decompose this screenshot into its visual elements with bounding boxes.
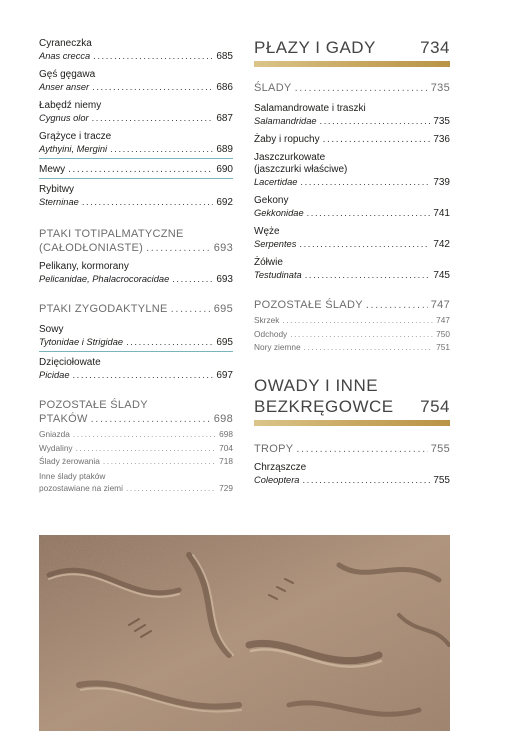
entry-title: Sowy (39, 324, 64, 335)
toc-entry-gekony[interactable] (254, 195, 450, 220)
minor-item-skrzek[interactable] (254, 314, 450, 328)
entry-latin: Testudinata (254, 270, 302, 280)
leader-dots (76, 442, 217, 456)
entry-title: Łabędź niemy (39, 100, 102, 111)
leader-dots (73, 369, 214, 381)
chapter-page: 754 (420, 396, 450, 416)
leader-dots (290, 328, 433, 342)
toc-entry-weze[interactable] (254, 226, 450, 251)
section-title-cont: PTAKÓW (39, 413, 88, 425)
entry-latin: Gekkonidae (254, 208, 304, 218)
entry-title: Jaszczurkowate (254, 152, 326, 163)
leader-dots (91, 412, 211, 426)
entry-page: 741 (433, 208, 450, 219)
section-title-cont: (CAŁODŁONIASTE) (39, 242, 144, 254)
entry-title: Pelikany, kormorany (39, 261, 129, 272)
entry-latin: Pelicanidae, Phalacrocoracidae (39, 274, 170, 284)
leader-dots (300, 176, 430, 188)
minor-item-gniazda[interactable] (39, 428, 233, 442)
entry-title: Żółwie (254, 257, 283, 268)
entry-page: 745 (433, 270, 450, 281)
section-slady[interactable] (254, 81, 450, 95)
chapter-title: OWADY I INNE (254, 375, 379, 395)
entry-title: Salamandrowate i traszki (254, 103, 366, 114)
chapter-gold-bar (254, 420, 450, 426)
section-pozostale-slady[interactable] (254, 298, 450, 312)
leader-dots (93, 50, 213, 62)
entry-latin: Cygnus olor (39, 113, 89, 123)
entry-title: Węże (254, 226, 280, 237)
leader-dots (171, 302, 211, 316)
minor-label: Ślady żerowania (39, 456, 100, 466)
toc-right-column (254, 38, 450, 493)
entry-title: Gekony (254, 195, 289, 206)
leader-dots (68, 164, 213, 176)
entry-page: 697 (216, 370, 233, 381)
section-title: POZOSTAŁE ŚLADY (254, 299, 363, 311)
entry-title: Chrząszcze (254, 461, 307, 473)
entry-page: 695 (216, 337, 233, 348)
entry-latin: Sterninae (39, 197, 79, 207)
section-tropy[interactable] (254, 442, 450, 456)
toc-entry-labedz-niemy[interactable] (39, 100, 233, 125)
leader-dots (73, 428, 216, 442)
entry-page: 687 (216, 113, 233, 124)
entry-latin: Aythyini, Mergini (39, 144, 108, 154)
leader-dots (320, 115, 431, 127)
sand-tracks-photo (39, 535, 450, 731)
toc-entry-cyraneczka[interactable] (39, 38, 233, 63)
section-page: 735 (430, 82, 450, 94)
entry-latin: Serpentes (254, 239, 297, 249)
leader-dots (323, 134, 431, 146)
minor-page: 729 (219, 482, 233, 493)
toc-entry-rybitwy[interactable] (39, 184, 233, 209)
chapter-title: PŁAZY I GADY (254, 38, 376, 57)
leader-dots (146, 241, 211, 255)
leader-dots (92, 81, 213, 93)
section-page: 695 (213, 303, 233, 315)
leader-dots (110, 143, 213, 155)
entry-title: Cyraneczka (39, 38, 92, 49)
toc-entry-zaby[interactable] (254, 134, 450, 146)
entry-page: 742 (433, 239, 450, 250)
minor-page: 751 (436, 342, 450, 352)
toc-entry-ges-gegawa[interactable] (39, 69, 233, 94)
entry-latin: Salamandridae (254, 116, 317, 126)
entry-page: 689 (216, 144, 233, 155)
entry-latin: Anas crecca (39, 51, 91, 61)
section-title: ŚLADY (254, 82, 292, 94)
leader-dots (366, 298, 428, 312)
toc-entry-sowy[interactable] (39, 324, 233, 352)
minor-label: Inne ślady ptaków (39, 470, 106, 481)
minor-label: Odchody (254, 328, 288, 339)
leader-dots (296, 442, 427, 456)
entry-page: 755 (433, 474, 450, 486)
entry-page: 686 (216, 82, 233, 93)
entry-page: 735 (433, 116, 450, 127)
toc-entry-dzieciolowate[interactable] (39, 357, 233, 382)
minor-page: 747 (436, 315, 450, 325)
chapter-page: 734 (420, 38, 450, 57)
minor-page: 698 (219, 429, 233, 439)
section-ptaki-totipalmatyczne[interactable] (39, 227, 233, 255)
section-page: 698 (213, 413, 233, 425)
entry-title: Grążyce i tracze (39, 131, 112, 142)
section-page: 693 (213, 242, 233, 254)
entry-page: 685 (216, 51, 233, 62)
leader-dots (172, 273, 213, 285)
entry-latin: Anser anser (39, 82, 90, 92)
entry-page: 736 (433, 134, 450, 145)
chapter-title-cont: BEZKRĘGOWCE (254, 396, 394, 416)
entry-title-cont: (jaszczurki właściwe) (254, 164, 348, 175)
leader-dots (299, 238, 430, 250)
entry-latin: Tytonidae i Strigidae (39, 337, 124, 347)
toc-entry-salamandrowate[interactable] (254, 103, 450, 128)
minor-item-wydaliny[interactable] (39, 442, 233, 456)
toc-entry-mewy[interactable] (39, 164, 233, 179)
leader-dots (302, 474, 430, 486)
minor-label-cont: pozostawiane na ziemi (39, 482, 123, 493)
minor-label: Wydaliny (39, 442, 73, 453)
minor-item-nory-ziemne[interactable] (254, 341, 450, 355)
section-title: PTAKI ZYGODAKTYLNE (39, 303, 168, 315)
toc-left-column (39, 38, 233, 494)
minor-item-slady-zerowania[interactable] (39, 455, 233, 469)
minor-page: 704 (219, 442, 233, 453)
entry-latin: Picidae (39, 370, 70, 380)
leader-dots (92, 112, 214, 124)
minor-label: Gniazda (39, 429, 70, 439)
leader-dots (307, 207, 431, 219)
minor-page: 718 (219, 456, 233, 466)
toc-entry-zolwie[interactable] (254, 257, 450, 282)
minor-page: 750 (436, 328, 450, 339)
section-title: PTAKI TOTIPALMATYCZNE (39, 228, 184, 240)
minor-label: Skrzek (254, 315, 280, 325)
leader-dots (295, 81, 428, 95)
minor-list-plazy (254, 314, 450, 355)
entry-title: Rybitwy (39, 184, 75, 195)
minor-label: Nory ziemne (254, 342, 301, 352)
entry-title: Mewy (39, 164, 66, 175)
section-pozostale-slady-ptakow[interactable] (39, 398, 233, 426)
section-ptaki-zygodaktylne[interactable] (39, 302, 233, 316)
toc-entry-chrzaszcze[interactable] (254, 462, 450, 487)
section-title: TROPY (254, 442, 294, 455)
toc-entry-pelikany[interactable] (39, 261, 233, 286)
minor-list-ptaki (39, 428, 233, 494)
leader-dots (282, 314, 433, 328)
entry-page: 693 (216, 274, 233, 285)
leader-dots (126, 482, 216, 494)
leader-dots (103, 455, 216, 469)
chapter-owady[interactable] (254, 375, 450, 426)
entry-latin: Coleoptera (254, 474, 300, 485)
toc-entry-grazyce[interactable] (39, 131, 233, 159)
section-page: 755 (430, 442, 450, 455)
entry-page: 690 (216, 164, 233, 175)
entry-title: Dzięciołowate (39, 357, 101, 368)
entry-page: 692 (216, 197, 233, 208)
chapter-plazy-i-gady[interactable] (254, 38, 450, 67)
entry-page: 739 (433, 177, 450, 188)
section-page: 747 (430, 299, 450, 311)
chapter-gold-bar (254, 61, 450, 67)
entry-title: Gęś gęgawa (39, 69, 96, 80)
minor-item-inne-slady[interactable] (39, 471, 233, 494)
toc-entry-jaszczurkowate[interactable] (254, 152, 450, 189)
section-title: POZOSTAŁE ŚLADY (39, 399, 148, 411)
leader-dots (305, 269, 431, 281)
leader-dots (126, 336, 213, 348)
entry-latin: Lacertidae (254, 177, 298, 187)
leader-dots (82, 196, 214, 208)
entry-title: Żaby i ropuchy (254, 134, 320, 145)
minor-item-odchody[interactable] (254, 328, 450, 342)
leader-dots (304, 341, 434, 355)
